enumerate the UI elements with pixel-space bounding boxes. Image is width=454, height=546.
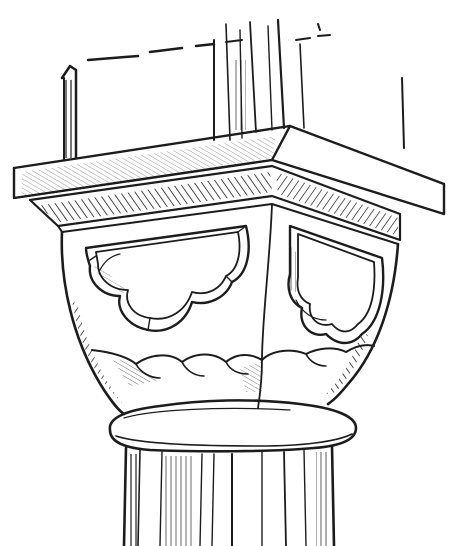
lower-shaft xyxy=(124,446,334,546)
upper-shaft xyxy=(62,20,404,160)
abacus xyxy=(14,126,444,244)
necking-ring xyxy=(110,400,356,451)
capital-bell xyxy=(62,204,398,414)
